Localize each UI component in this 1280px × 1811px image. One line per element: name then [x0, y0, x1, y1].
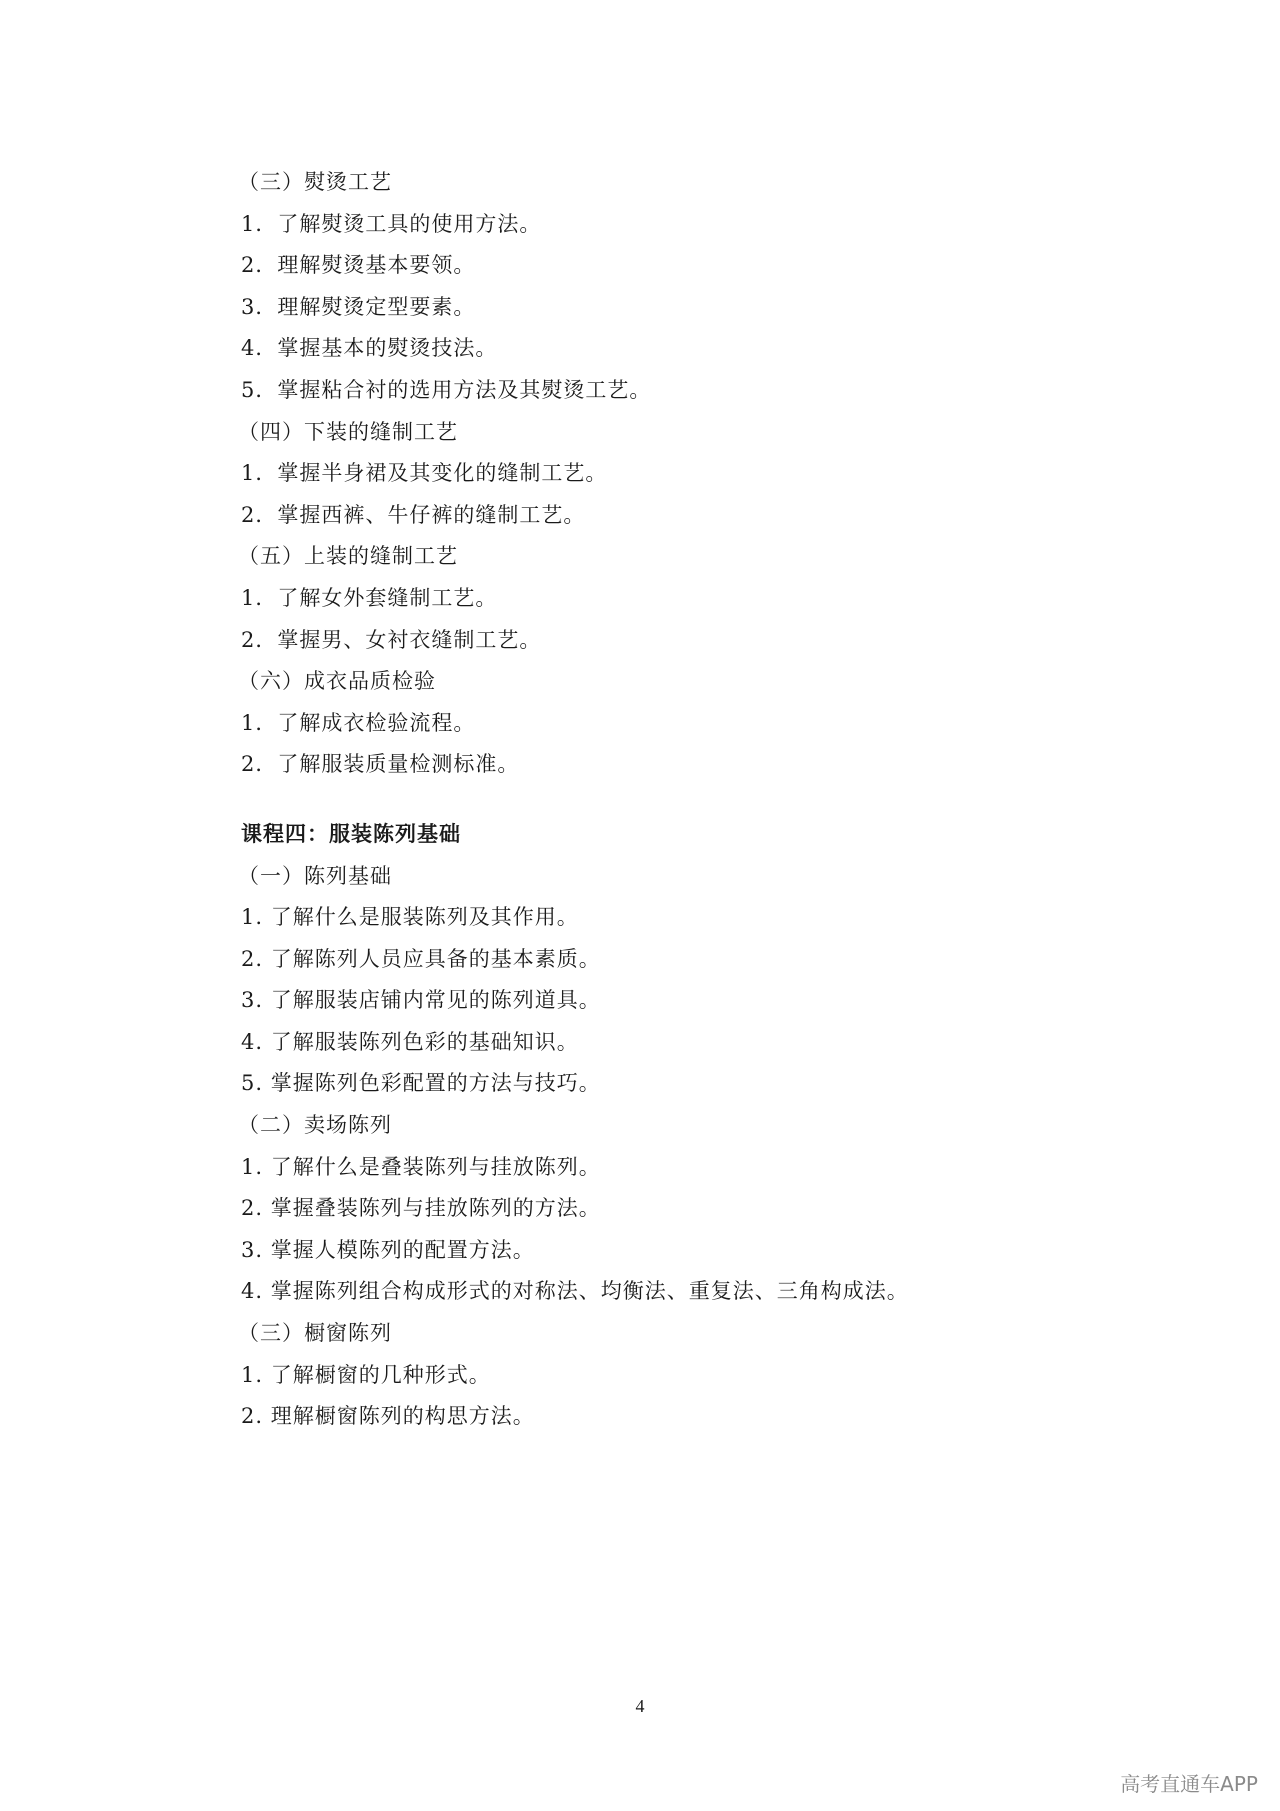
list-item: 3．理解熨烫定型要素。: [241, 294, 476, 319]
list-item: 1．了解熨烫工具的使用方法。: [241, 211, 542, 236]
subsection-heading: （五）上装的缝制工艺: [238, 544, 458, 569]
list-item: 1. 了解什么是服装陈列及其作用。: [241, 905, 579, 930]
list-item: 2．掌握男、女衬衣缝制工艺。: [241, 627, 542, 652]
subsection-heading: （三）橱窗陈列: [238, 1321, 392, 1346]
section-block-display-basics: [238, 856, 1061, 1438]
list-item: 2. 理解橱窗陈列的构思方法。: [241, 1404, 535, 1429]
section-block-ironing-to-inspection: [238, 162, 1061, 786]
list-item: 3. 掌握人模陈列的配置方法。: [241, 1237, 535, 1262]
list-item: 4．掌握基本的熨烫技法。: [241, 336, 498, 361]
list-item: 5. 掌握陈列色彩配置的方法与技巧。: [241, 1071, 601, 1096]
list-item: 1. 了解橱窗的几种形式。: [241, 1362, 491, 1387]
list-item: 2．理解熨烫基本要领。: [241, 253, 476, 278]
list-item: 2．了解服装质量检测标准。: [241, 752, 520, 777]
list-item: 1．了解成衣检验流程。: [241, 710, 476, 735]
list-item: 4. 掌握陈列组合构成形式的对称法、均衡法、重复法、三角构成法。: [241, 1279, 909, 1304]
subsection-heading: （六）成衣品质检验: [238, 669, 436, 694]
list-item: 5．掌握粘合衬的选用方法及其熨烫工艺。: [241, 377, 652, 402]
list-item: 1．了解女外套缝制工艺。: [241, 585, 498, 610]
watermark-text: 高考直通车APP: [1120, 1772, 1258, 1796]
list-item: 2. 了解陈列人员应具备的基本素质。: [241, 946, 601, 971]
list-item: 2．掌握西裤、牛仔裤的缝制工艺。: [241, 502, 586, 527]
subsection-heading: （四）下装的缝制工艺: [238, 419, 458, 444]
document-page: [238, 162, 1061, 1438]
course-title: 课程四：服装陈列基础: [241, 821, 461, 846]
list-item: 1. 了解什么是叠装陈列与挂放陈列。: [241, 1154, 601, 1179]
subsection-heading: （一）陈列基础: [238, 863, 392, 888]
page-number: 4: [635, 1696, 645, 1716]
list-item: 2. 掌握叠装陈列与挂放陈列的方法。: [241, 1196, 601, 1221]
subsection-heading: （二）卖场陈列: [238, 1113, 392, 1138]
subsection-heading: （三）熨烫工艺: [238, 170, 392, 194]
list-item: 1．掌握半身裙及其变化的缝制工艺。: [241, 461, 608, 486]
list-item: 4. 了解服装陈列色彩的基础知识。: [241, 1029, 579, 1054]
list-item: 3. 了解服装店铺内常见的陈列道具。: [241, 988, 601, 1013]
section-gap: [241, 786, 1061, 814]
